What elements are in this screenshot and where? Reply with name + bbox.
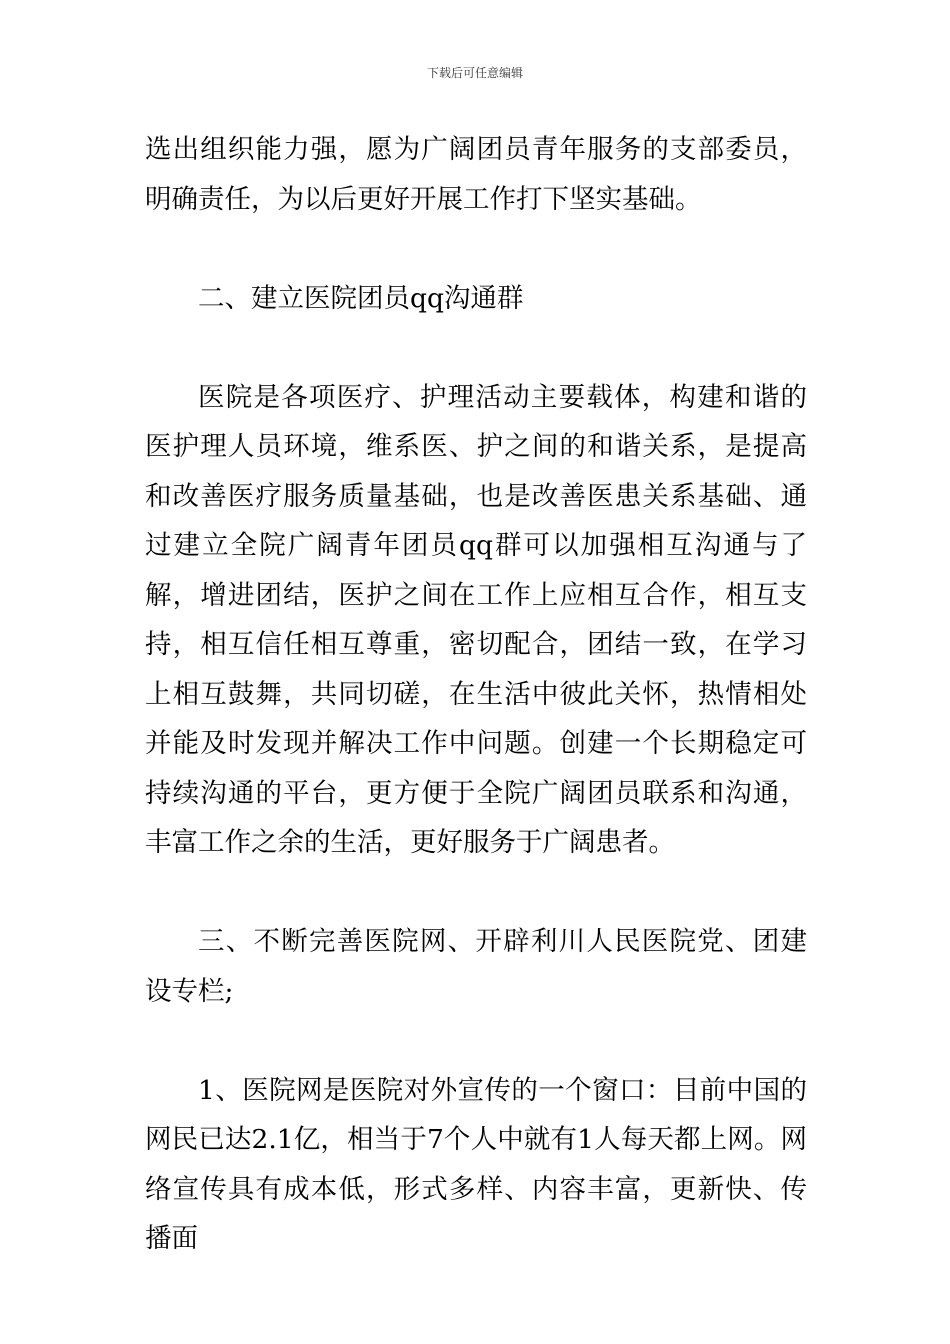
paragraph-3: 医院是各项医疗、护理活动主要载体，构建和谐的医护理人员环境，维系医、护之间的和谐关系，是提高和改善医疗服务质量基础，也是改善医患关系基础、通过建立全院广阔青年团员qq群可以加强相互沟通与了解，增进团结，医护之间在工作上应相互合作，相互支持，相互信任相互尊重，密切配合，团结一致，在学习上相互鼓舞，共同切磋，在生活中彼此关怀，热情相处并能及时发现并解决工作中问题。创建一个长期稳定可持续沟通的平台，更方便于全院广阔团员联系和沟通，丰富工作之余的生活，更好服务于广阔患者。 <box>145 381 807 858</box>
paragraph-gap <box>145 868 807 918</box>
paragraph-gap <box>145 323 807 373</box>
section-heading-3: 三、不断完善医院网、开辟利川人民医院党、团建设专栏; <box>145 926 807 1007</box>
document-body <box>145 125 807 1264</box>
paragraph-gap <box>145 224 807 274</box>
paragraph-1: 选出组织能力强，愿为广阔团员青年服务的支部委员，明确责任，为以后更好开展工作打下坚实基础。 <box>145 134 807 215</box>
page-header-note: 下载后可任意编辑 <box>426 66 523 80</box>
paragraph-5: 1、医院网是医院对外宣传的一个窗口：目前中国的网民已达2.1亿，相当于7个人中就有1人每天都上网。网络宣传具有成本低，形式多样、内容丰富，更新快、传播面 <box>145 1074 807 1254</box>
paragraph-gap <box>145 1016 807 1066</box>
section-heading-2: 二、建立医院团员qq沟通群 <box>198 282 524 314</box>
